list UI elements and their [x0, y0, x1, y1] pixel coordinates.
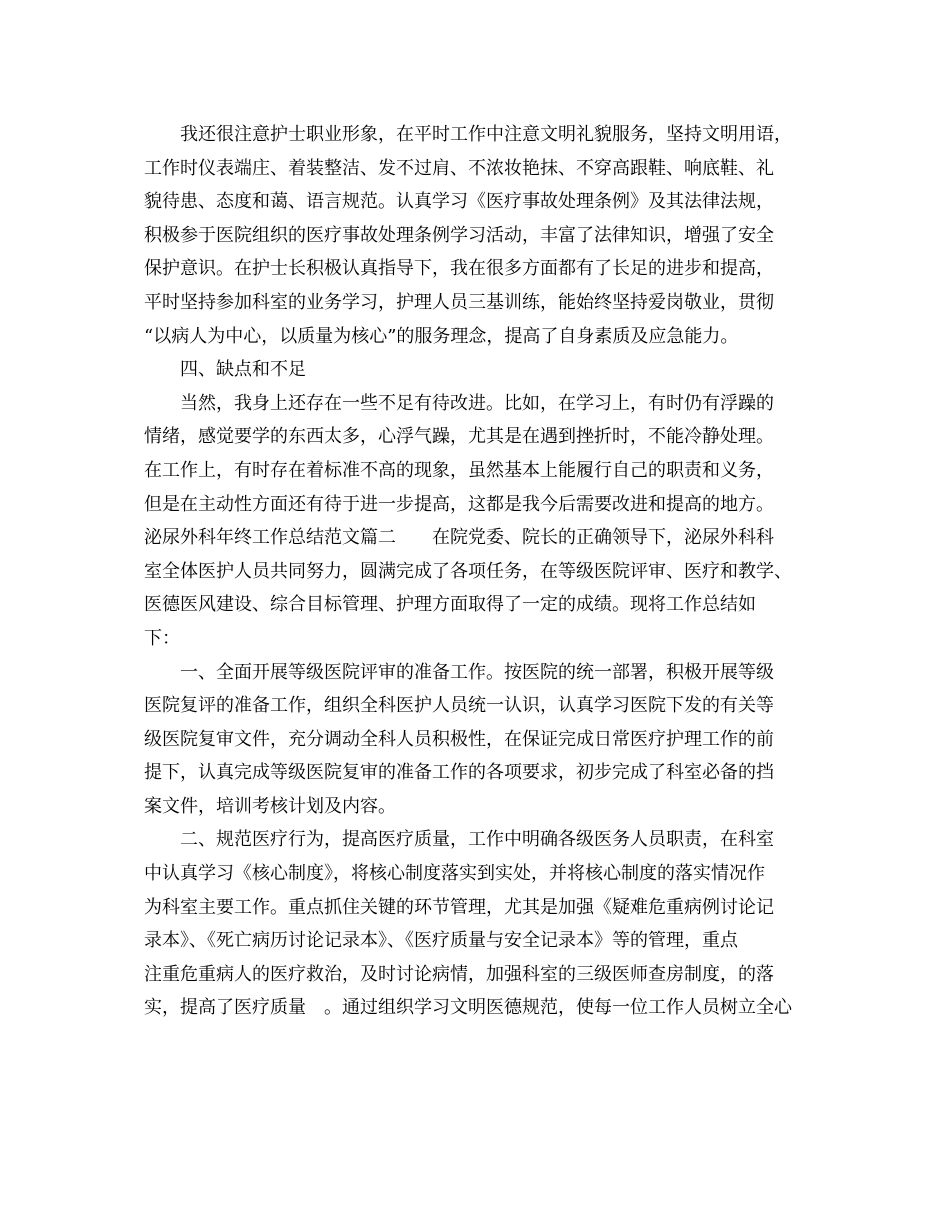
- paragraph-line: 下：: [144, 627, 180, 649]
- paragraph-line: 实，提高了医疗质量 。通过组织学习文明医德规范，使每一位工作人员树立全心: [144, 997, 792, 1019]
- paragraph-line: “以病人为中心，以质量为核心”的服务理念，提高了自身素质及应急能力。: [144, 325, 739, 347]
- paragraph-line: 中认真学习《核心制度》，将核心制度落实到实处，并将核心制度的落实情况作: [144, 863, 765, 885]
- paragraph-line: 级医院复审文件，充分调动全科人员积极性，在保证完成日常医疗护理工作的前: [144, 728, 774, 750]
- paragraph-line: 注重危重病人的医疗救治，及时讨论病情，加强科室的三级医师查房制度，的落: [144, 963, 774, 985]
- paragraph-line: 录本》、《死亡病历讨论记录本》、《医疗质量与安全记录本》等的管理，重点: [144, 930, 738, 952]
- paragraph-line: 一、全面开展等级医院评审的准备工作。按医院的统一部署，积极开展等级: [180, 661, 774, 683]
- paragraph-line: 为科室主要工作。重点抓住关键的环节管理，尤其是加强《疑难危重病例讨论记: [144, 896, 774, 918]
- paragraph-line: 在工作上，有时存在着标准不高的现象，虽然基本上能履行自己的职责和义务，: [144, 459, 774, 481]
- paragraph-line: 貌待患、态度和蔼、语言规范。认真学习《医疗事故处理条例》及其法律法规，: [144, 191, 774, 213]
- paragraph-line: 医院复评的准备工作，组织全科医护人员统一认识，认真学习医院下发的有关等: [144, 695, 774, 717]
- paragraph-line: 案文件，培训考核计划及内容。: [144, 795, 396, 817]
- paragraph-line: 平时坚持参加科室的业务学习，护理人员三基训练，能始终坚持爱岗敬业，贯彻: [144, 291, 774, 313]
- paragraph-line: 医德医风建设、综合目标管理、护理方面取得了一定的成绩。现将工作总结如: [144, 594, 756, 616]
- paragraph-line: 二、规范医疗行为，提高医疗质量，工作中明确各级医务人员职责，在科室: [180, 829, 774, 851]
- article-title-line: 泌尿外科年终工作总结范文篇二 在院党委、院长的正确领导下，泌尿外科科: [144, 527, 774, 549]
- paragraph-line: 情绪，感觉要学的东西太多，心浮气躁，尤其是在遇到挫折时，不能冷静处理。: [144, 426, 774, 448]
- paragraph-line: 但是在主动性方面还有待于进一步提高，这都是我今后需要改进和提高的地方。: [144, 493, 774, 515]
- section-heading: 四、缺点和不足: [180, 359, 306, 381]
- paragraph-line: 室全体医护人员共同努力，圆满完成了各项任务，在等级医院评审、医疗和教学、: [144, 560, 792, 582]
- paragraph-line: 保护意识。在护士长积极认真指导下，我在很多方面都有了长足的进步和提高，: [144, 258, 774, 280]
- paragraph-line: 积极参于医院组织的医疗事故处理条例学习活动，丰富了法律知识，增强了安全: [144, 224, 774, 246]
- paragraph-line: 提下，认真完成等级医院复审的准备工作的各项要求，初步完成了科室必备的挡: [144, 762, 774, 784]
- document-body: [144, 118, 804, 1025]
- paragraph-line: 当然，我身上还存在一些不足有待改进。比如，在学习上，有时仍有浮躁的: [180, 392, 774, 414]
- paragraph-line: 我还很注意护士职业形象，在平时工作中注意文明礼貌服务，坚持文明用语，: [180, 124, 792, 145]
- paragraph-line: 工作时仪表端庄、着装整洁、发不过肩、不浓妆艳抹、不穿高跟鞋、响底鞋、礼: [144, 157, 774, 179]
